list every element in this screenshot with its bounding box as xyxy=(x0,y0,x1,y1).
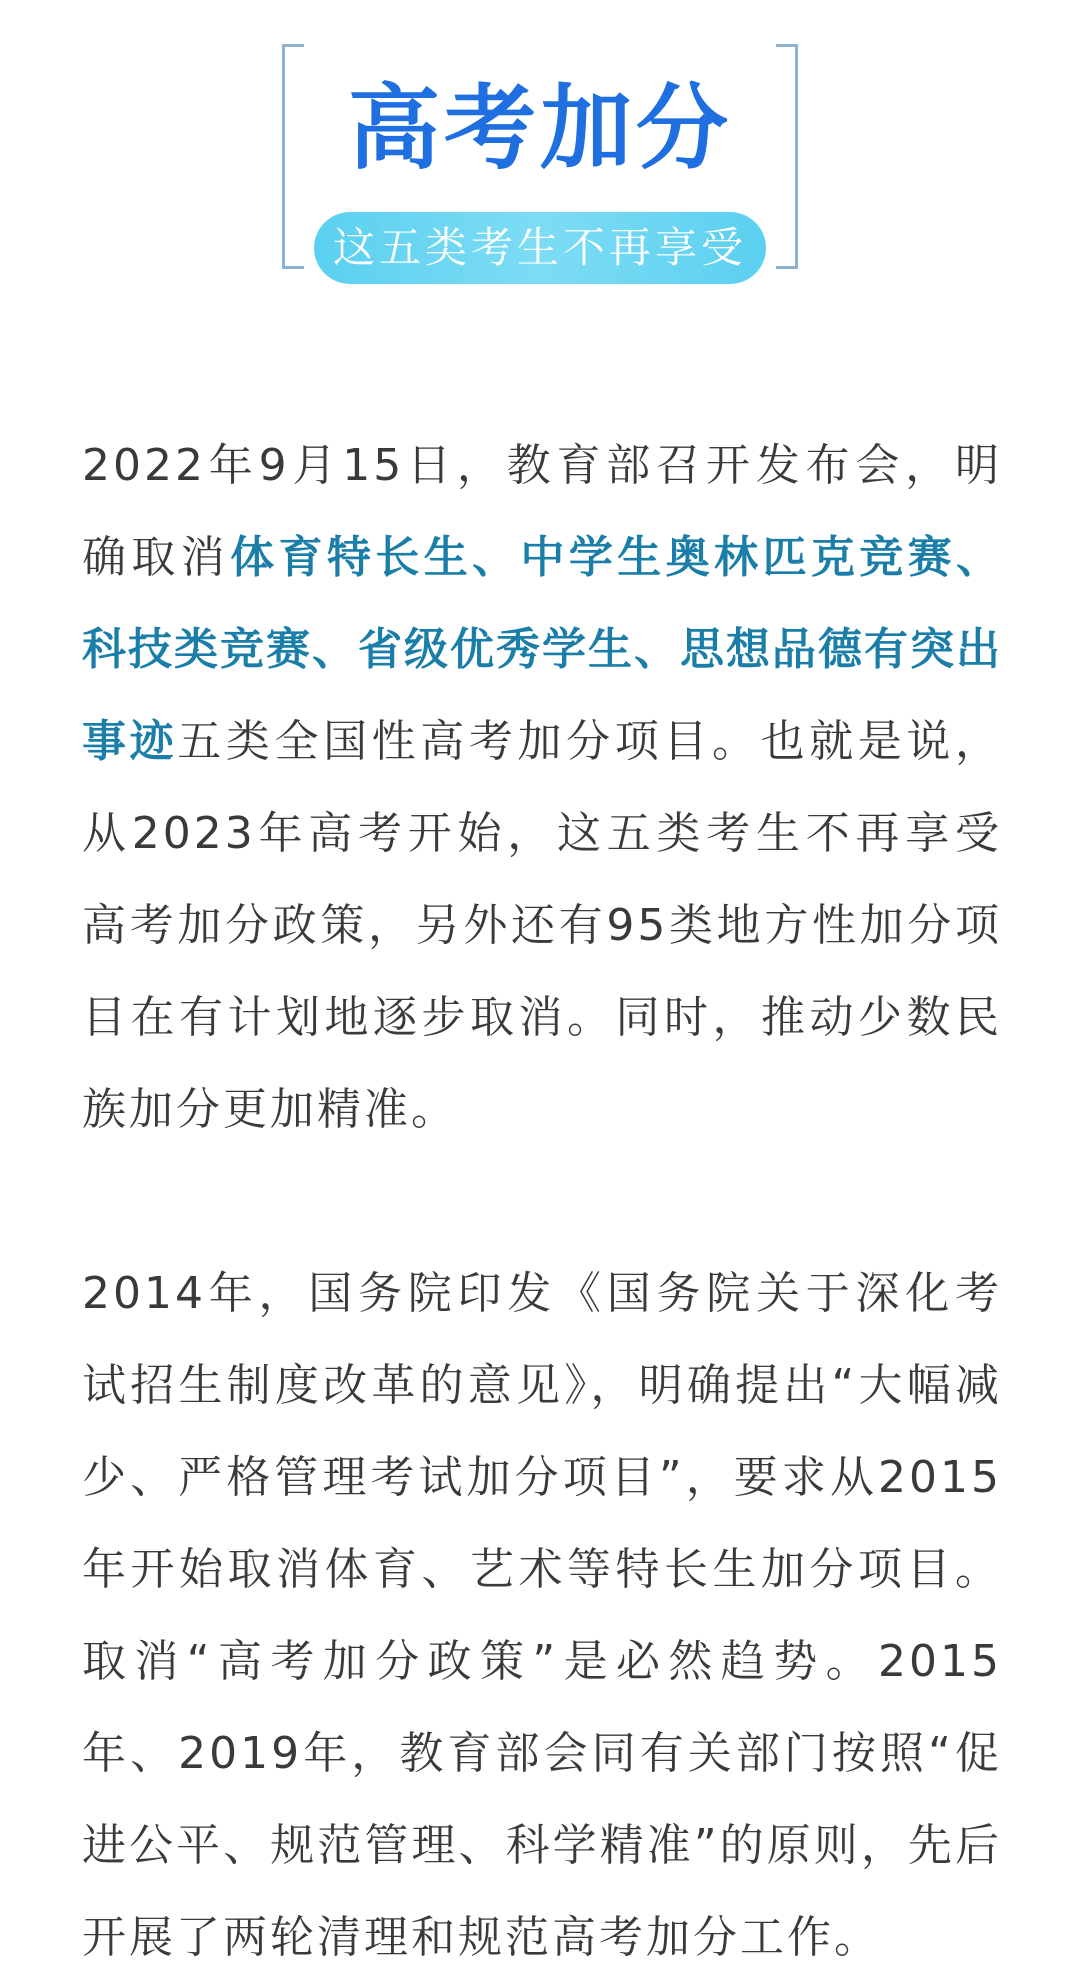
paragraph-policy-history: 2014年，国务院印发《国务院关于深化考试招生制度改革的意见》，明确提出“大幅减少、严格管理考试加分项目”，要求从2015年开始取消体育、艺术等特长生加分项目。取消“高考加分政策”是必然趋势。2015年、2019年，教育部会同有关部门按照“促进公平、规范管理、科学精准”的原则，先后开展了两轮清理和规范高考加分工作。 xyxy=(82,1268,1002,1963)
page-title: 高考加分 xyxy=(347,75,732,182)
paragraph-rest-text: 五类全国性高考加分项目。也就是说，从2023年高考开始，这五类考生不再享受高考加分政策，另外还有95类地方性加分项目在有计划地逐步取消。同时，推动少数民族加分更加精准。 xyxy=(82,716,1003,1135)
paragraph-lead-text: 2022年9月15日，教育部召开发布会，明确取消 xyxy=(82,440,1002,583)
subtitle-badge: 这五类考生不再享受 xyxy=(314,212,766,284)
title-banner xyxy=(282,44,798,272)
paragraph-announcement xyxy=(82,420,1002,1156)
highlighted-bonus-categories: 体育特长生、中学生奥林匹克竞赛、科技类竞赛、省级优秀学生、思想品德有突出事迹 xyxy=(82,532,1003,767)
